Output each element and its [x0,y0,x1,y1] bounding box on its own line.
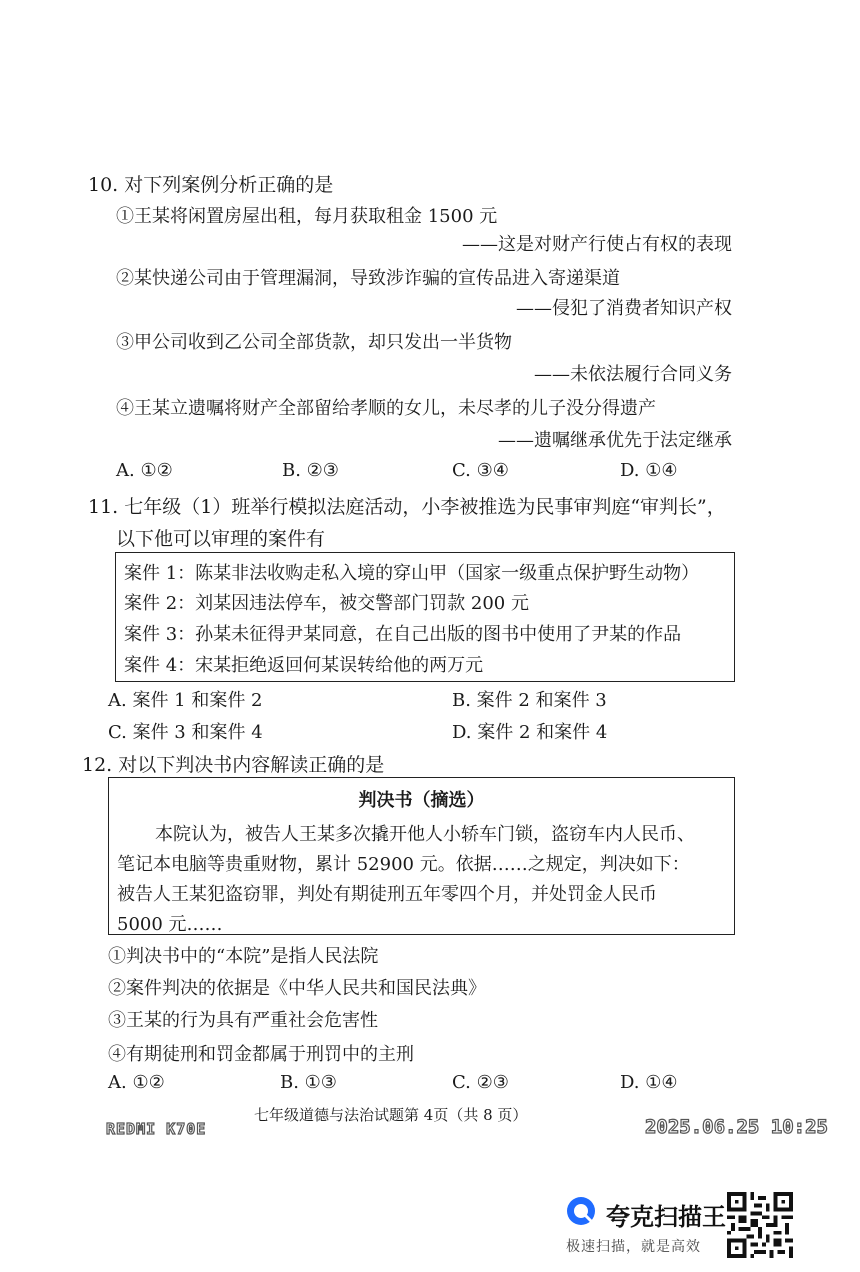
q10-item-3-analysis: ——未依法履行合同义务 [534,364,732,385]
q10-option-b: B. ②③ [282,460,339,481]
q11-case-3: 案件 3：孙某未征得尹某同意，在自己出版的图书中使用了尹某的作品 [124,624,682,645]
q12-judgment-line-4: 5000 元…… [117,914,223,935]
q11-option-d: D. 案件 2 和案件 4 [452,722,608,743]
q12-option-d: D. ①④ [620,1072,678,1093]
q11-case-2: 案件 2：刘某因违法停车，被交警部门罚款 200 元 [124,593,529,614]
q12-stem: 12. 对以下判决书内容解读正确的是 [82,754,385,776]
q10-item-1: ①王某将闲置房屋出租，每月获取租金 1500 元 [116,206,498,227]
q12-judgment-line-3: 被告人王某犯盗窃罪，判处有期徒刑五年零四个月，并处罚金人民币 [117,884,657,905]
q11-option-a: A. 案件 1 和案件 2 [108,690,263,711]
q11-stem-line-1: 11. 七年级（1）班举行模拟法庭活动，小李被推选为民事审判庭“审判长”， [88,496,726,518]
q10-option-c: C. ③④ [452,460,509,481]
q12-option-c: C. ②③ [452,1072,509,1093]
q10-option-d: D. ①④ [620,460,678,481]
quark-logo-icon [566,1196,596,1226]
q12-judgment-line-2: 笔记本电脑等贵重财物，累计 52900 元。依据……之规定，判决如下： [117,854,690,875]
q10-stem: 10. 对下列案例分析正确的是 [88,174,334,196]
q11-stem-line-2: 以下他可以审理的案件有 [116,528,326,550]
page-number-label: 七年级道德与法治试题第 4页（共 8 页） [254,1106,528,1124]
scanner-slogan: 极速扫描，就是高效 [566,1239,701,1255]
scanner-app-name: 夸克扫描王 [606,1203,726,1231]
q12-item-3: ③王某的行为具有严重社会危害性 [108,1010,378,1031]
q11-case-1: 案件 1：陈某非法收购走私入境的穿山甲（国家一级重点保护野生动物） [124,563,700,584]
q10-item-2-analysis: ——侵犯了消费者知识产权 [516,298,732,319]
q11-case-box [115,552,735,682]
q12-judgment-line-1: 本院认为，被告人王某多次撬开他人小轿车门锁，盗窃车内人民币、 [155,824,695,845]
q12-item-2: ②案件判决的依据是《中华人民共和国民法典》 [108,978,486,999]
qr-code-icon [726,1192,794,1258]
q12-judgment-box [108,777,735,935]
q11-option-b: B. 案件 2 和案件 3 [452,690,607,711]
q11-option-c: C. 案件 3 和案件 4 [108,722,263,743]
q12-option-a: A. ①② [108,1072,165,1093]
q10-item-4-analysis: ——遗嘱继承优先于法定继承 [498,430,732,451]
q10-item-3: ③甲公司收到乙公司全部货款，却只发出一半货物 [116,332,512,353]
q12-judgment-title: 判决书（摘选） [358,790,485,811]
q12-item-4: ④有期徒刑和罚金都属于刑罚中的主刑 [108,1044,414,1065]
q10-option-a: A. ①② [116,460,173,481]
q10-item-2: ②某快递公司由于管理漏洞，导致涉诈骗的宣传品进入寄递渠道 [116,268,620,289]
q11-case-4: 案件 4：宋某拒绝返回何某误转给他的两万元 [124,655,484,676]
q10-item-1-analysis: ——这是对财产行使占有权的表现 [462,234,732,255]
device-stamp: REDMI K70E [106,1120,207,1138]
q12-option-b: B. ①③ [280,1072,337,1093]
q10-item-4: ④王某立遗嘱将财产全部留给孝顺的女儿，未尽孝的儿子没分得遗产 [116,398,656,419]
timestamp-stamp: 2025.06.25 10:25 [644,1116,828,1138]
q12-item-1: ①判决书中的“本院”是指人民法院 [108,946,379,967]
